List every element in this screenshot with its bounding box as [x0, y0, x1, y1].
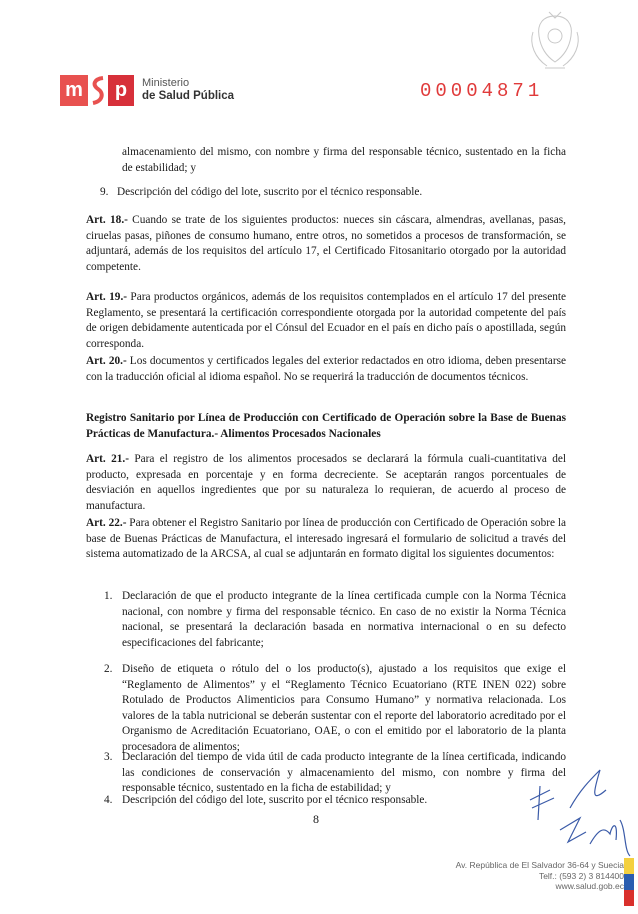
- logo-letter-m: m: [60, 75, 88, 106]
- list-item-number: 1.: [104, 590, 113, 602]
- article-18-label: Art. 18.-: [86, 214, 128, 226]
- list-item: [104, 662, 566, 755]
- section-title: Registro Sanitario por Línea de Producción con Certificado de Operación sobre la Base de Buenas Prácticas de Manufactura.- Alimentos Procesados Nacionales: [86, 412, 566, 440]
- article-20-label: Art. 20.-: [86, 355, 127, 367]
- continuation-paragraph: almacenamiento del mismo, con nombre y firma del responsable técnico, sustentado en la ficha de estabilidad; y: [122, 146, 566, 174]
- article-22: [86, 516, 566, 563]
- logo-s-swoosh-icon: [88, 75, 108, 106]
- list-item: [104, 589, 566, 651]
- article-19-label: Art. 19.-: [86, 291, 128, 303]
- page-number: 8: [313, 812, 319, 826]
- article-19: [86, 290, 566, 352]
- logo-letter-s: [88, 75, 108, 106]
- logo-letter-p: p: [108, 75, 134, 106]
- article-19-text: Para productos orgánicos, además de los requisitos contemplados en el artículo 17 del presente Reglamento, se presentará la certificación correspondiente otorgada por la autoridad competente del país de origen debidamente autenticada por el Cónsul del Ecuador en el país en dicho país o apostillada, según corresponda.: [86, 291, 567, 350]
- ministry-name-line1: Ministerio: [142, 77, 190, 89]
- list-item-number: 3.: [104, 751, 113, 763]
- flag-yellow: [624, 858, 634, 874]
- ministry-name-line2: de Salud Pública: [142, 90, 235, 102]
- item-9: [100, 185, 566, 201]
- article-21: [86, 452, 566, 514]
- flag-blue: [624, 874, 634, 890]
- article-18: [86, 213, 566, 275]
- article-22-label: Art. 22.-: [86, 517, 127, 529]
- article-20-text: Los documentos y certificados legales del exterior redactados en otro idioma, deben presentarse con la traducción oficial al idioma español. No se requerirá la traducción de documentos técnicos.: [86, 355, 566, 383]
- document-number: 00004871: [420, 80, 544, 102]
- list-item-text: Diseño de etiqueta o rótulo del o los producto(s), ajustado a los requisitos que exige el “Reglamento de Alimentos” y el “Reglamento Técnico Ecuatoriano (RTE INEN 022) sobre Rotulado de Productos Alimenticios para Consumo Humano” y normativa relacionada. Los valores de la tabla nutricional se deberán sustentar con el reporte del laboratorio acreditado por el Organismo de Acreditación Ecuatoriano, OAE, o con el emitido por el laboratorio de la planta procesadora de alimentos;: [122, 663, 566, 753]
- handwritten-signature-icon: [520, 760, 638, 860]
- coat-of-arms-seal-icon: [525, 10, 585, 76]
- list-item: [104, 793, 566, 809]
- article-18-text: Cuando se trate de los siguientes productos: nueces sin cáscara, almendras, avellanas, pasas, ciruelas pasas, piñones de consumo humano, entre otros, no sometidos a procesos de transformación, se adjuntará, además de los requisitos del artículo 17, el Certificado Fitosanitario otorgado por la autoridad competente.: [86, 214, 566, 273]
- list-item-text: Descripción del código del lote, suscrito por el técnico responsable.: [122, 794, 428, 806]
- flag-red: [624, 890, 634, 906]
- item-9-number: 9.: [100, 186, 109, 198]
- ministry-name: [142, 77, 234, 103]
- item-9-text: Descripción del código del lote, suscrito por el técnico responsable.: [116, 186, 423, 198]
- footer-web: www.salud.gob.ec: [555, 881, 624, 891]
- list-item-number: 4.: [104, 794, 113, 806]
- article-21-text: Para el registro de los alimentos procesados se declarará la fórmula cuali-cuantitativa del producto, expresada en porcentaje y en forma decreciente. Se aceptarán rangos porcentuales de desviación en aquellos ingredientes que por su naturaleza lo requieran, de acuerdo al proceso de manufactura.: [86, 453, 566, 512]
- list-item-number: 2.: [104, 663, 113, 675]
- footer-address: Av. República de El Salvador 36-64 y Suecia: [455, 860, 624, 870]
- article-21-label: Art. 21.-: [86, 453, 129, 465]
- article-20: [86, 354, 566, 385]
- list-item: [104, 750, 566, 797]
- article-22-text: Para obtener el Registro Sanitario por línea de producción con Certificado de Operación sobre la base de Buenas Prácticas de Manufactura, el interesado ingresará el formulario de solicitud a través del sistema automatizado de la ARCSA, al cual se adjuntarán en formato digital los siguientes documentos:: [86, 517, 566, 560]
- flag-stripe: [624, 858, 634, 906]
- ministry-logo: [60, 73, 234, 107]
- footer-phone: Telf.: (593 2) 3 814400: [538, 870, 624, 881]
- list-item-text: Declaración de que el producto integrante de la línea certificada cumple con la Norma Técnica nacional, con nombre y firma del responsable técnico. En caso de no existir la Norma Técnica nacional, se presentará la declaración basada en normativa internacional o en su defecto especificaciones del fabricante;: [122, 590, 566, 649]
- list-item-text: Declaración del tiempo de vida útil de cada producto integrante de la línea certificada, indicando las condiciones de conservación y almacenamiento del mismo, con nombre y firma del responsable técnico, sustentado en la ficha de estabilidad; y: [122, 751, 566, 794]
- footer-contact: [456, 860, 624, 892]
